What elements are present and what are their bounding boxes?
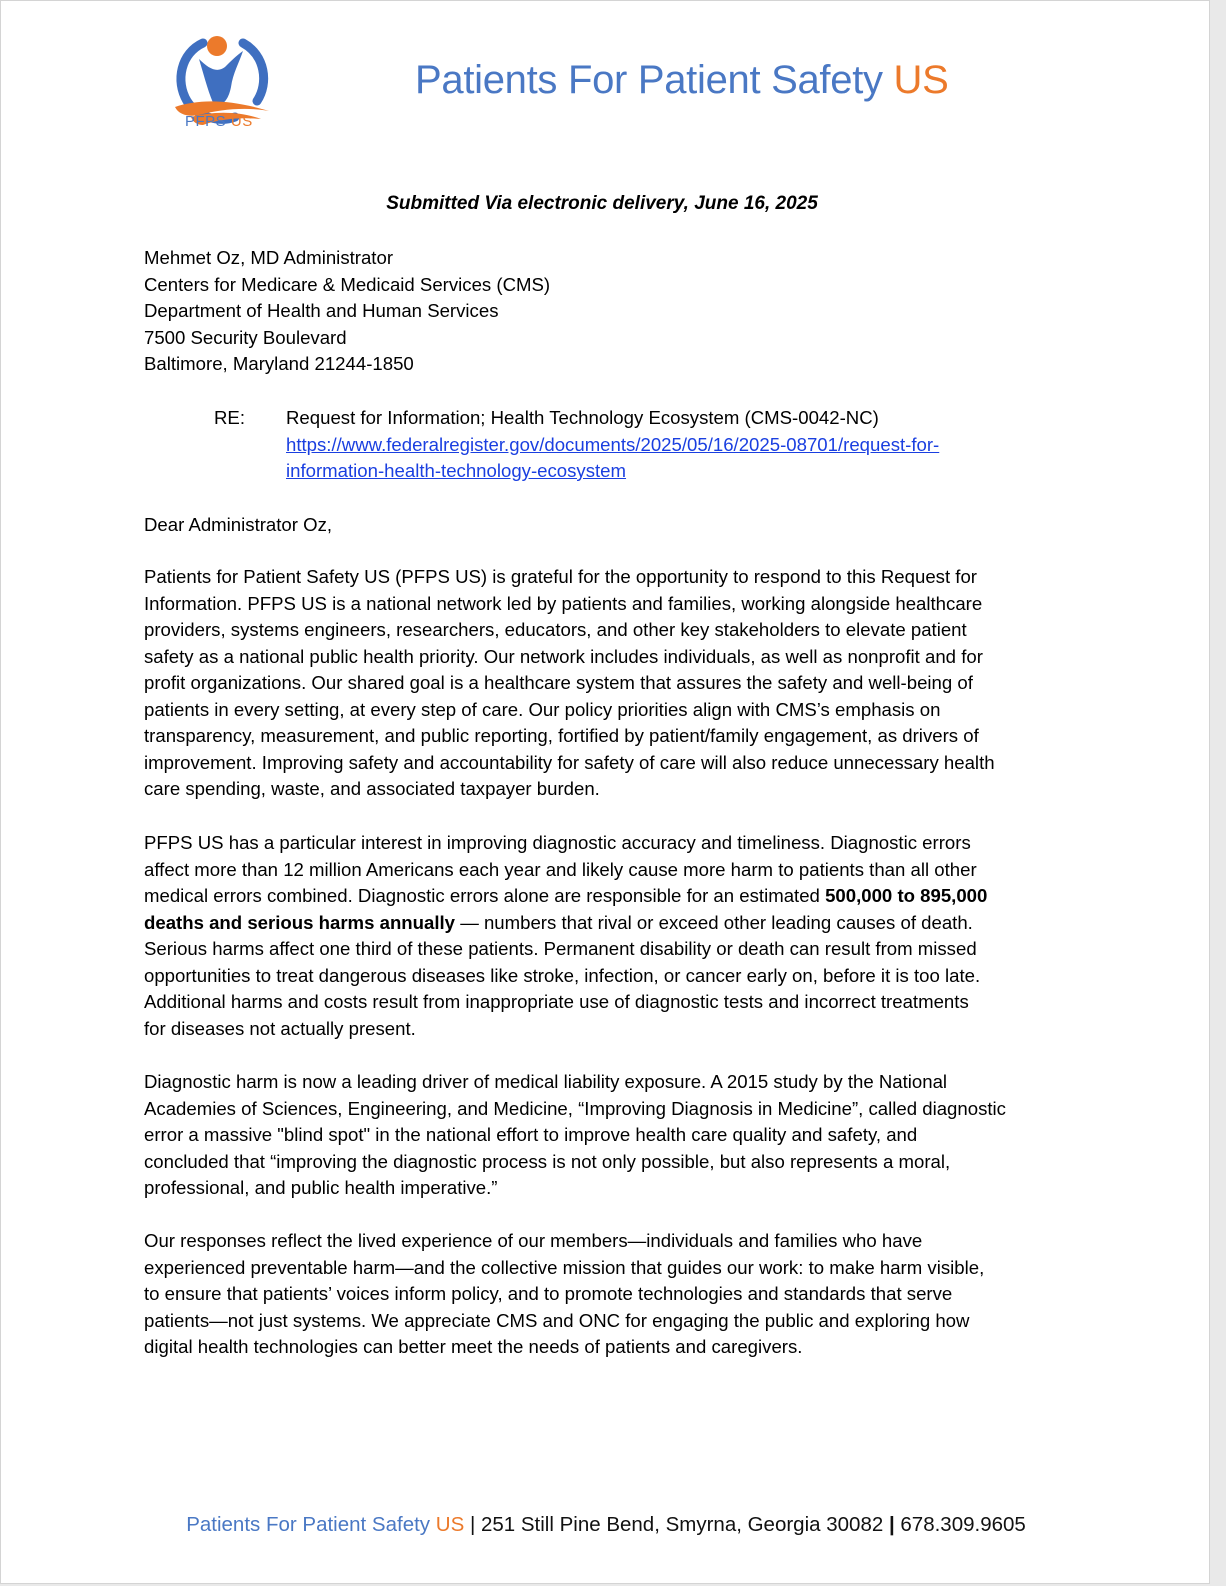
federal-register-link[interactable]: https://www.federalregister.gov/documents/2025/05/16/2025-08701/request-for- [286, 433, 940, 455]
paragraph-line: concluded that “improving the diagnostic process is not only possible, but also represents a moral, [144, 1150, 951, 1172]
paragraph-line: providers, systems engineers, researchers, educators, and other key stakeholders to elevate patient [144, 619, 967, 640]
paragraph-line: Serious harms affect one third of these patients. Permanent disability or death can result from missed [144, 938, 977, 959]
paragraph-line: Our responses reflect the lived experience of our members—individuals and families who have [144, 1230, 923, 1251]
re-subject-block [286, 405, 939, 485]
paragraph-intro [144, 564, 1074, 803]
footer-address: 251 Still Pine Bend, Smyrna, Georgia 30082 [480, 1513, 884, 1536]
paragraph-line: opportunities to treat dangerous diseases like stroke, infection, or cancer early on, before it is too late. [144, 964, 981, 986]
paragraph-line: digital health technologies can better meet the needs of patients and caregivers. [144, 1336, 803, 1357]
paragraph-line: patients—not just systems. We appreciate CMS and ONC for engaging the public and exploring how [144, 1309, 970, 1331]
paragraph-diagnostic-errors [144, 830, 1074, 1042]
paragraph-diagnostic-harm [144, 1069, 1074, 1202]
address-line: Baltimore, Maryland 21244-1850 [144, 353, 414, 374]
paragraph-line: safety as a national public health priority. Our network includes individuals, as well as nonprofit and for [144, 645, 983, 667]
federal-register-link-continued[interactable]: information-health-technology-ecosystem [286, 460, 627, 481]
paragraph-line: deaths and serious harms annually — numbers that rival or exceed other leading causes of death. [144, 911, 973, 933]
paragraph-line: profit organizations. Our shared goal is a healthcare system that assures the safety and well-being of [144, 672, 973, 693]
paragraph-line: Patients for Patient Safety US (PFPS US) is grateful for the opportunity to respond to this Request for [144, 566, 977, 587]
paragraph-line: care spending, waste, and associated taxpayer burden. [144, 778, 600, 799]
bold-statistic: 500,000 to 895,000 [825, 885, 988, 906]
footer-separator: | [464, 1513, 481, 1536]
footer-phone: 678.309.9605 [900, 1513, 1026, 1536]
re-label: RE: [214, 407, 245, 428]
paragraph-line: patients in every setting, at every step of care. Our policy priorities align with CMS’s emphasis on [144, 698, 941, 720]
recipient-address [144, 245, 550, 378]
logo-label: PFPS US [185, 113, 253, 130]
paragraph-line: PFPS US has a particular interest in improving diagnostic accuracy and timeliness. Diagnostic errors [144, 832, 971, 853]
paragraph-line: medical errors combined. Diagnostic errors alone are responsible for an estimated 500,000 to 895,000 [144, 885, 988, 906]
bold-statistic: deaths and serious harms annually [144, 911, 456, 933]
paragraph-line: Academies of Sciences, Engineering, and Medicine, “Improving Diagnosis in Medicine”, called diagnostic [144, 1097, 1006, 1119]
re-subject: Request for Information; Health Technology Ecosystem (CMS-0042-NC) [286, 407, 879, 428]
paragraph-responses [144, 1228, 1074, 1361]
letterhead-title-accent: US [893, 58, 949, 102]
letterhead-footer [1, 1513, 1211, 1537]
paragraph-line: transparency, measurement, and public reporting, fortified by patient/family engagement, as drivers of [144, 725, 979, 746]
salutation: Dear Administrator Oz, [144, 514, 333, 535]
letterhead-title [415, 58, 949, 103]
footer-org-accent: US [435, 1513, 465, 1536]
letterhead-title-main: Patients For Patient Safety [415, 58, 883, 102]
paragraph-line: for diseases not actually present. [144, 1017, 416, 1039]
address-line: Centers for Medicare & Medicaid Services (CMS) [144, 273, 551, 295]
submission-line: Submitted Via electronic delivery, June 16, 2025 [386, 193, 818, 214]
paragraph-line: Additional harms and costs result from inappropriate use of diagnostic tests and incorrect treatments [144, 991, 969, 1012]
footer-org-name: Patients For Patient Safety [186, 1513, 431, 1536]
address-line: 7500 Security Boulevard [144, 326, 347, 348]
paragraph-line: affect more than 12 million Americans each year and likely cause more harm to patients than all other [144, 858, 977, 880]
paragraph-line: error a massive "blind spot" in the national effort to improve health care quality and safety, and [144, 1124, 918, 1145]
footer-separator: | [883, 1513, 901, 1536]
paragraph-line: Information. PFPS US is a national network led by patients and families, working alongside healthcare [144, 592, 983, 614]
paragraph-line: professional, and public health imperative.” [144, 1177, 498, 1198]
address-line: Mehmet Oz, MD Administrator [144, 247, 394, 268]
address-line: Department of Health and Human Services [144, 300, 499, 321]
paragraph-line: improvement. Improving safety and accountability for safety of care will also reduce unnecessary health [144, 751, 995, 773]
paragraph-line: Diagnostic harm is now a leading driver of medical liability exposure. A 2015 study by the National [144, 1071, 948, 1092]
paragraph-line: experienced preventable harm—and the collective mission that guides our work: to make harm visible, [144, 1256, 985, 1278]
paragraph-line: to ensure that patients’ voices inform policy, and to promote technologies and standards that serve [144, 1283, 953, 1304]
